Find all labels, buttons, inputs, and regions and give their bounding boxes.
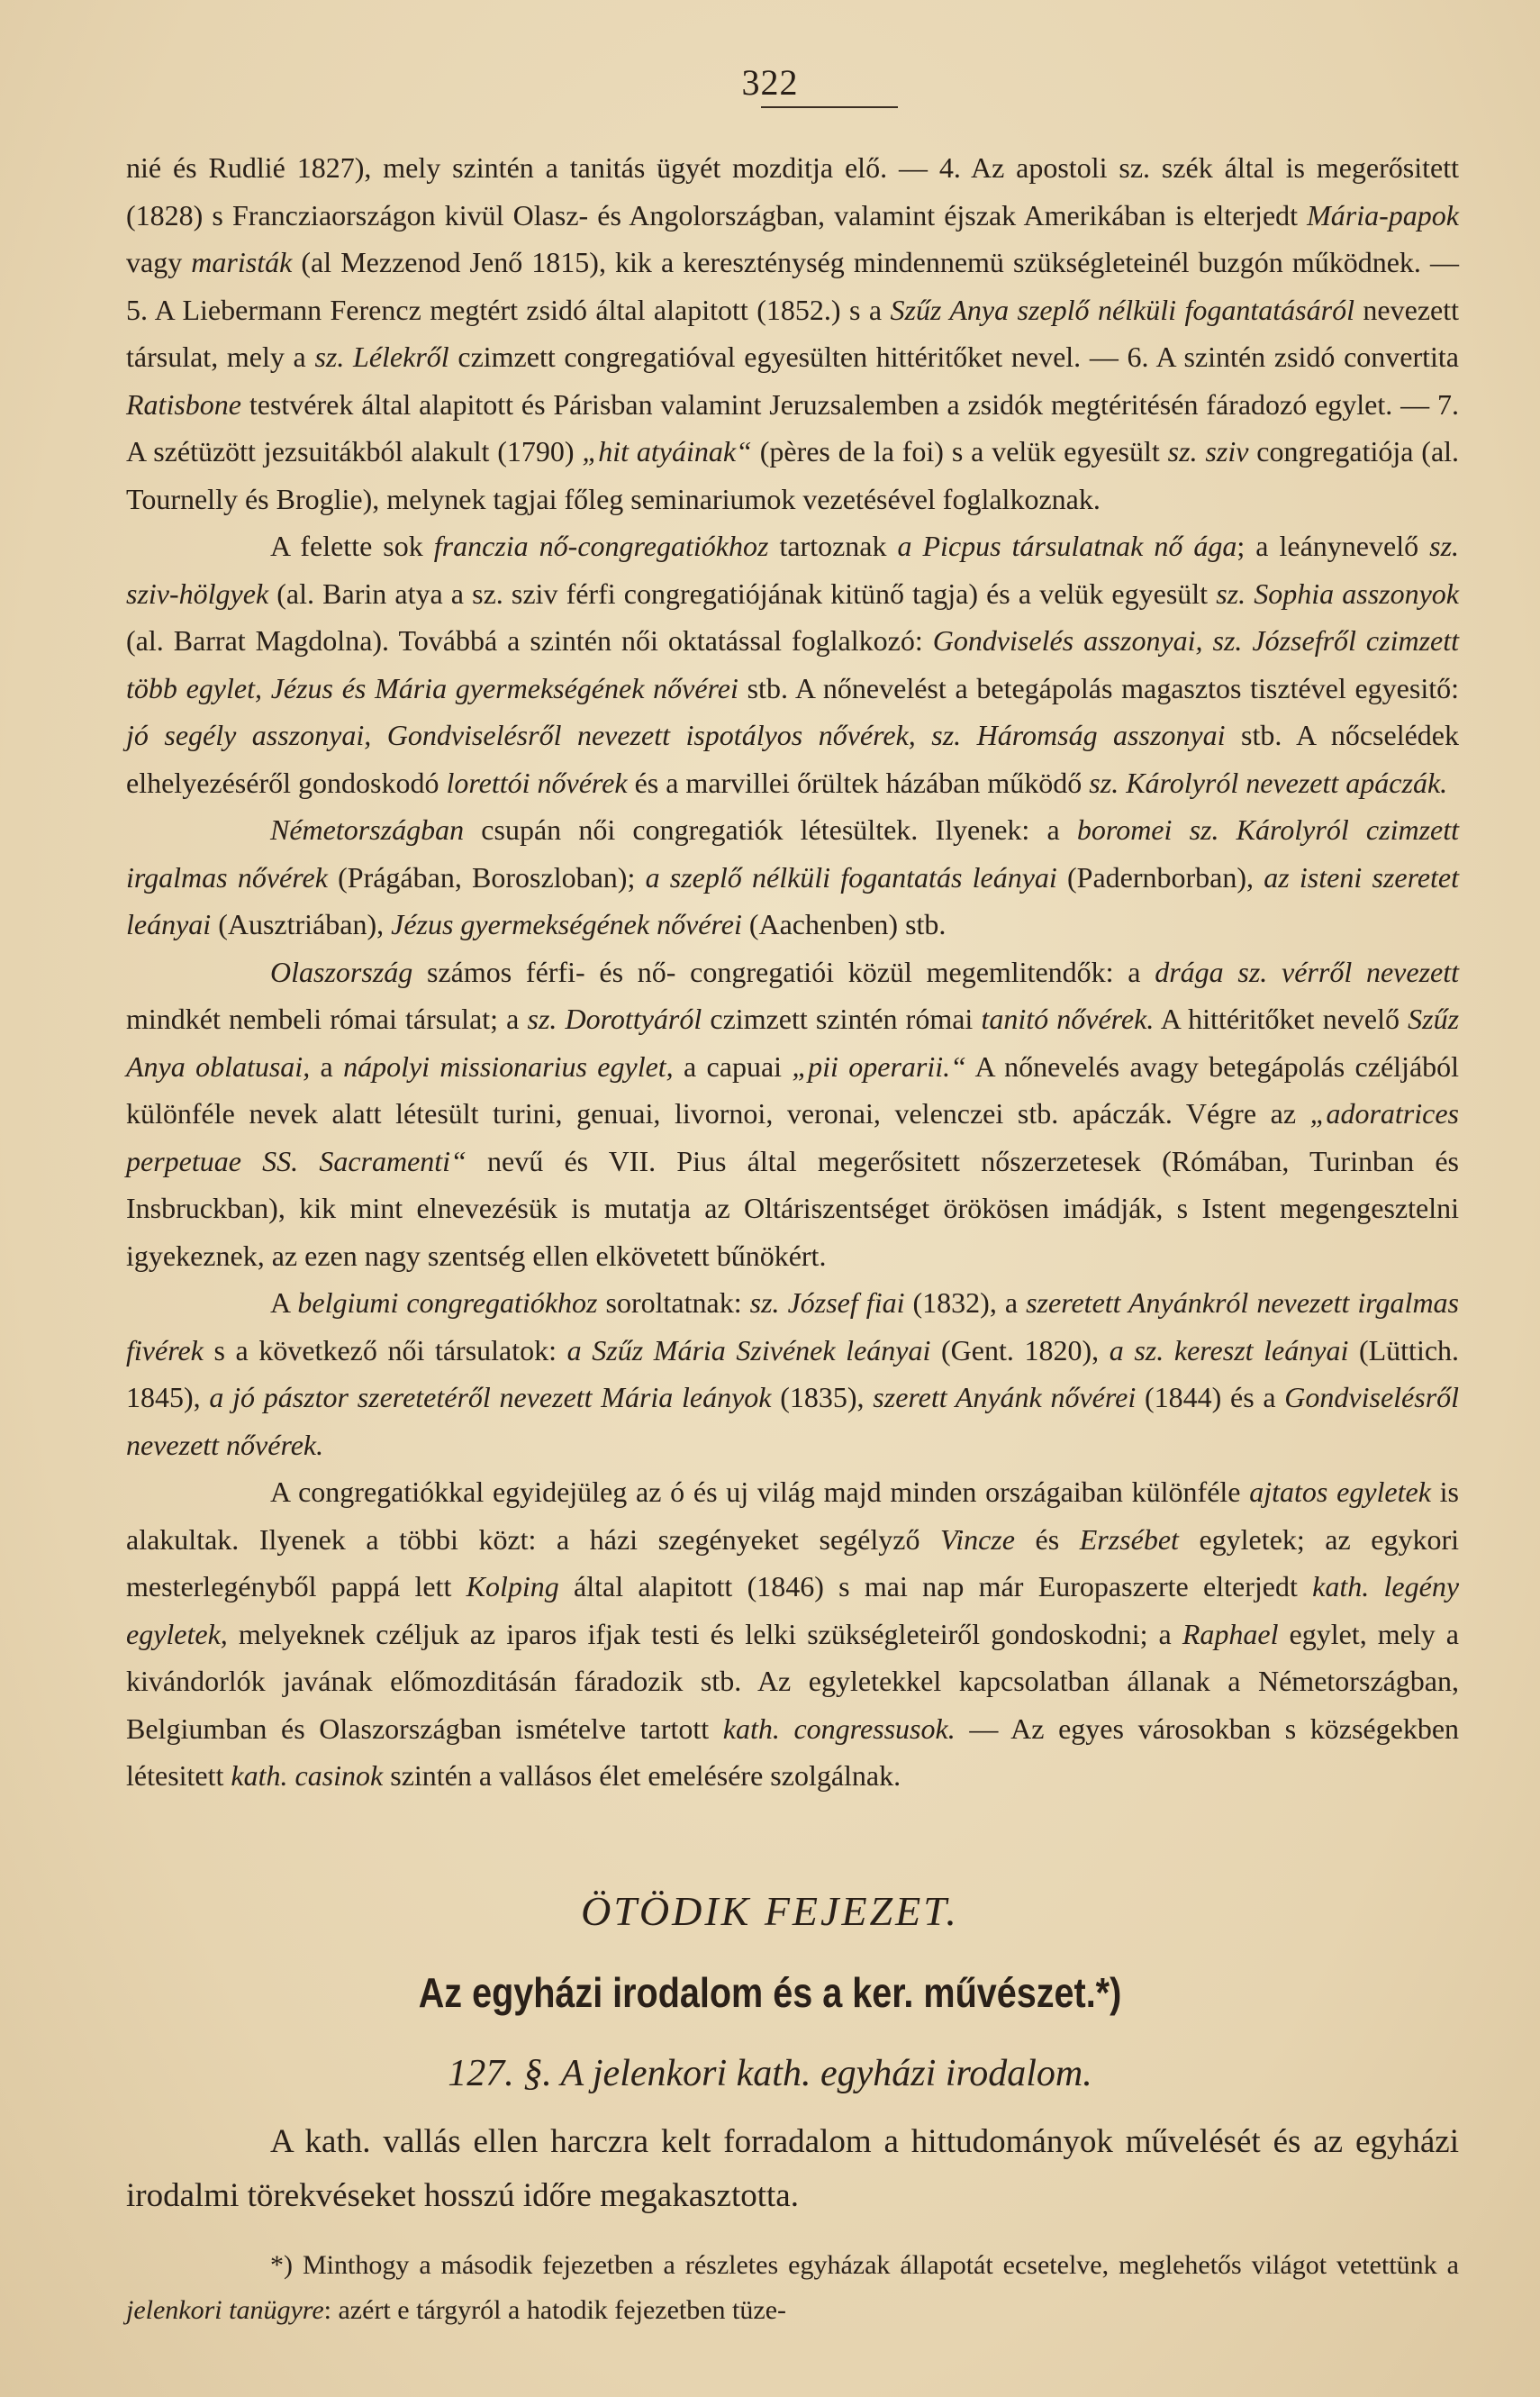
intro-text (126, 2115, 1459, 2223)
italic-text: ajtatos egyletek (1249, 1475, 1431, 1508)
italic-text: lorettói nővérek (446, 766, 628, 799)
italic-text: „adoratrices perpetuae SS. Sacramenti“ (126, 1097, 1459, 1177)
paragraph (126, 1279, 1459, 1468)
text-run: s a következő női társulatok: (203, 1333, 567, 1366)
text-run: (Gent. 1820), (930, 1333, 1110, 1366)
italic-text: Raphael (1182, 1617, 1279, 1650)
text-run: számos férfi- és nő- congregatiói közül megemlitendők: a (412, 955, 1155, 988)
footnote-paragraph (126, 2243, 1459, 2333)
text-run: és a marvillei őrültek házában működő (627, 766, 1090, 799)
italic-text: a sz. kereszt leányai (1109, 1333, 1349, 1366)
italic-text: nápolyi missionarius egylet, (343, 1049, 674, 1083)
italic-text: belgiumi congregatiókhoz (297, 1286, 598, 1319)
text-run: (1835), (771, 1381, 874, 1413)
italic-text: kath. congressusok. (722, 1711, 956, 1745)
italic-text: Szűz Anya szeplő nélküli fogantatásáról (890, 293, 1354, 326)
text-run: czimzett congregatióval egyesülten hittéritőket nevel. — 6. A szintén zsidó convertita (448, 340, 1459, 373)
italic-text: „hit atyáinak“ (582, 435, 752, 468)
italic-text: maristák (191, 246, 293, 278)
italic-text: jó segély asszonyai, Gondviselésről nevezett ispotályos nővérek, sz. Háromság asszonyai (126, 719, 1226, 751)
text-run: (Ausztriában), (211, 908, 392, 940)
text-run: (al. Barrat Magdolna). Továbbá a szintén női oktatással foglalkozó: (126, 624, 933, 657)
text-run: (al. Barin atya a sz. sziv férfi congregatiójának kitünő tagja) és a velük egyesült (268, 577, 1217, 610)
italic-text: kath. legény egyletek, (126, 1570, 1460, 1650)
text-run: a capuai (673, 1049, 793, 1083)
paragraph (126, 949, 1459, 1280)
italic-text: tanitó nővérek. (981, 1003, 1155, 1035)
paragraph (126, 144, 1459, 522)
text-run: nevű és VII. Pius által megerősitett nőszerzetesek (Rómában, Turinban és Insbruckban), kik mint elnevezésük is mutatja az Oltáriszentséget örökösen imádják, s Istent megengesztelni igyekeznek, az ezen nagy szentség ellen elkövetett bűnökért. (126, 1144, 1460, 1272)
text-run: A felette sok (270, 530, 434, 562)
page-number: 322 (741, 62, 799, 103)
text-run: nevezett társulat, mely a (126, 293, 1460, 373)
text-run: stb. A nőnevelést a betegápolás magasztos tisztével egyesitő: (738, 671, 1460, 704)
text-run: (Aachenben) stb. (741, 908, 947, 940)
italic-text: Vincze (940, 1522, 1015, 1556)
italic-text: Gondviselés asszonyai, sz. Józsefről czimzett több egylet, Jézus és Mária gyermekségének nővérei (126, 624, 1460, 704)
text-run: stb. A nőcselédek elhelyezéséről gondoskodó (126, 719, 1460, 799)
paragraph (126, 522, 1459, 806)
text-run: *) Minthogy a második fejezetben a részletes egyházak állapotát ecsetelve, meglehetős világot vetettünk a (270, 2250, 1459, 2280)
italic-text: a szeplő nélküli fogantatás leányai (645, 860, 1057, 894)
italic-text: sz. József fiai (749, 1286, 905, 1319)
text-run: (Padernborban), (1056, 860, 1264, 894)
italic-text: drága sz. vérről nevezett (1155, 955, 1460, 988)
subsection-title: 127. §. A jelenkori kath. egyházi irodalom. (448, 2053, 1092, 2094)
text-run: soroltatnak: (597, 1286, 750, 1319)
text-run: (1844) és a (1136, 1381, 1285, 1413)
chapter-title: ÖTÖDIK FEJEZET. (581, 1888, 959, 1934)
text-run: (Lüttich. 1845), (126, 1333, 1460, 1413)
italic-text: sz. Dorottyáról (527, 1003, 702, 1035)
text-run: szintén a vallásos élet emelésére szolgálnak. (383, 1759, 901, 1792)
text-run: ; a leánynevelő (1237, 530, 1430, 562)
text-run: A (270, 1286, 298, 1319)
italic-text: Jézus gyermekségének nővérei (391, 908, 742, 940)
paragraph (126, 806, 1459, 949)
italic-text: sz. sziv (1167, 435, 1249, 468)
intro-paragraph: A kath. vallás ellen harczra kelt forradalom a hittudományok művelését és az egyházi irodalmi törekvéseket hosszú időre megakasztotta. (126, 2123, 1459, 2214)
italic-text: sz. Károlyról nevezett apáczák. (1089, 766, 1448, 799)
text-run: (1832), a (904, 1286, 1027, 1319)
text-run: csupán női congregatiók létesültek. Ilyenek: a (464, 813, 1077, 846)
text-run: által alapitott (1846) s mai nap már Europaszerte elterjedt (558, 1570, 1313, 1603)
text-run: és (1014, 1522, 1080, 1556)
text-run: A hittéritőket nevelő (1154, 1003, 1409, 1035)
italic-text: a jó pásztor szeretetéről nevezett Mária leányok (209, 1381, 772, 1413)
text-run: A nőnevelés avagy betegápolás czéljából különféle nevek alatt létesült turini, genuai, livornoi, veronai, velenczei stb. apáczák. Végre az (126, 1049, 1460, 1130)
italic-text: az isteni szeretet leányai (126, 860, 1460, 940)
italic-text: sz. sziv-hölgyek (126, 530, 1460, 610)
italic-text: Szűz Anya oblatusai, (126, 1003, 1460, 1083)
italic-text: franczia nő-congregatiókhoz (433, 530, 769, 562)
text-run: testvérek által alapitott és Párisban valamint Jeruzsalemben a zsidók megtéritésén fáradozó egylet. — 7. A szétüzött jezsuitákból alakult (1790) (126, 387, 1459, 468)
italic-text: Kolping (466, 1570, 559, 1603)
text-run: (pères de la foi) s a velük egyesült (751, 435, 1168, 468)
italic-text: Mária-papok (1307, 198, 1459, 232)
italic-text: kath. casinok (231, 1759, 384, 1792)
body-text (126, 144, 1459, 1800)
text-run: nié és Rudlié 1827), mely szintén a tanitás ügyét mozditja elő. — 4. Az apostoli sz. szék által is megerősitett (1828) s Francziaországon kivül Olasz- és Angolországban, valamint éjszak Amerikában is elterjedt (126, 151, 1459, 232)
paragraph (126, 1468, 1459, 1800)
text-run: egylet, mely a kivándorlók javának előmozditásán fáradozik stb. Az egyletekkel kapcsolatban állanak a Németországban, Belgiumban és Olaszországban ismételve tartott (126, 1617, 1460, 1745)
italic-text: jelenkori tanügyre (126, 2295, 324, 2325)
italic-text: Olaszország (270, 955, 413, 988)
italic-text: szerett Anyánk nővérei (873, 1381, 1137, 1413)
italic-text: Németországban (270, 813, 465, 846)
text-run: (al Mezzenod Jenő 1815), kik a kereszténység mindennemü szükségleteinél buzgón működnek. — 5. A Liebermann Ferencz megtért zsidó által alapitott (1852.) s a (126, 246, 1460, 326)
text-run: vagy (126, 246, 192, 278)
italic-text: a Picpus társulatnak nő ága (897, 530, 1237, 562)
italic-text: sz. Lélekről (314, 340, 449, 373)
text-run: mindkét nembeli római társulat; a (126, 1003, 528, 1035)
italic-text: szeretett Anyánkról nevezett irgalmas fivérek (126, 1286, 1460, 1366)
text-run: is alakultak. Ilyenek a többi közt: a házi szegényeket segélyző (126, 1475, 1460, 1556)
text-run: — Az egyes városokban s községekben létesitett (126, 1711, 1460, 1792)
italic-text: Erzsébet (1079, 1522, 1179, 1556)
page-number-rule (761, 106, 898, 108)
italic-text: Gondviselésről nevezett nővérek. (126, 1381, 1460, 1461)
italic-text: boromei sz. Károlyról czimzett irgalmas nővérek (126, 813, 1460, 894)
text-run: : azért e tárgyról a hatodik fejezetben tüze- (323, 2295, 786, 2325)
text-run: (Prágában, Boroszloban); (327, 860, 646, 894)
text-run: czimzett szintén római (702, 1003, 982, 1035)
section-title: Az egyházi irodalom és a ker. művészet.*) (418, 1969, 1122, 2016)
text-run: melyeknek czéljuk az iparos ifjak testi és lelki szükségleteiről gondoskodni; a (227, 1617, 1182, 1650)
italic-text: Ratisbone (126, 387, 241, 421)
italic-text: „pii operarii.“ (792, 1049, 966, 1083)
italic-text: sz. Sophia asszonyok (1216, 577, 1460, 610)
text-run: A congregatiókkal egyidejüleg az ó és uj világ majd minden országaiban különféle (270, 1475, 1250, 1508)
text-run: egyletek; az egykori mesterlegényből pappá lett (126, 1522, 1460, 1603)
text-run: a (310, 1049, 344, 1083)
italic-text: a Szűz Mária Szivének leányai (566, 1333, 931, 1366)
text-run: tartoznak (768, 530, 898, 562)
footnote (126, 2243, 1459, 2333)
text-run: congregatiója (al. Tournelly és Broglie), melynek tagjai főleg seminariumok vezetésével foglalkoznak. (126, 435, 1460, 515)
